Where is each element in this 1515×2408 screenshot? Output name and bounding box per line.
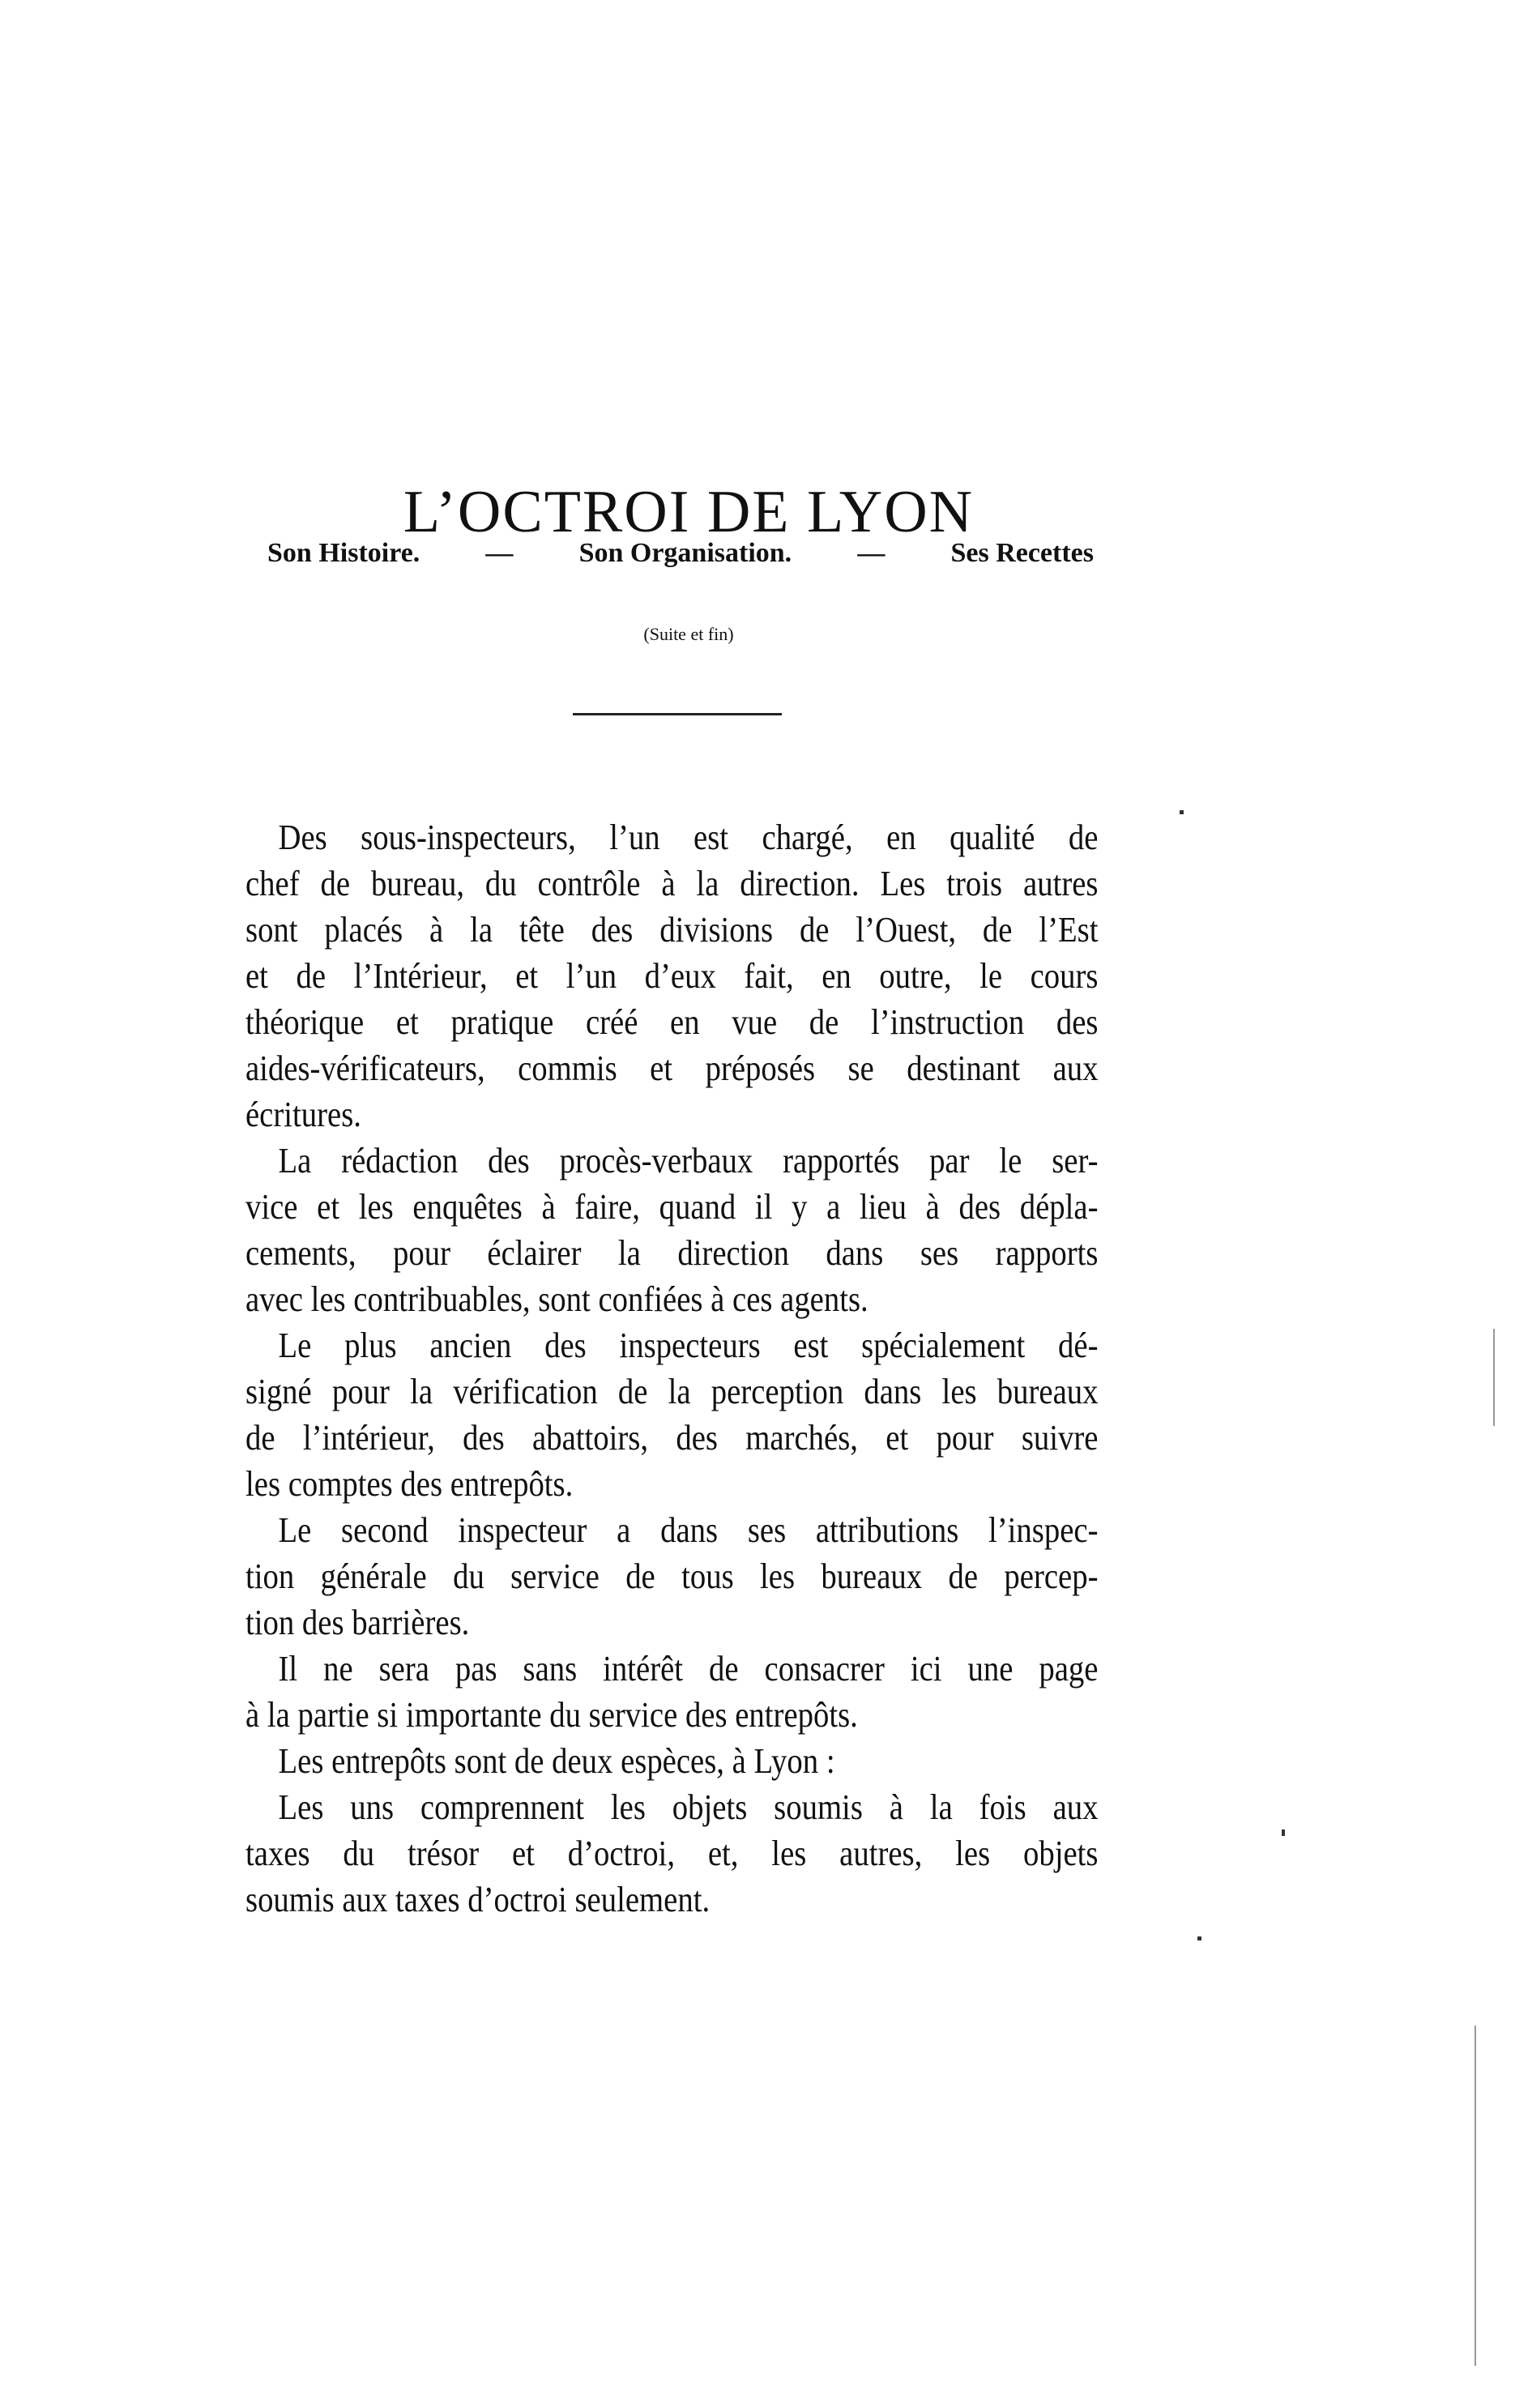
text-line [245,1138,1098,1184]
subtitle-part: Son Organisation. [578,538,792,568]
text-line [245,1368,1098,1415]
text-line [245,860,1098,907]
text-line-content: écritures. [245,1095,361,1134]
text-line-content: aides-vérificateurs, commis et préposés se destinant aux [245,1048,1099,1088]
text-line [245,1692,1098,1738]
text-line-content: Le plus ancien des inspecteurs est spécialement dé- [278,1326,1099,1365]
text-line-content: vice et les enquêtes à faire, quand il y a lieu à des dépla- [245,1187,1099,1227]
text-line-content: Le second inspecteur a dans ses attributions l’inspec- [278,1510,1099,1550]
text-line [245,1646,1098,1692]
text-line [245,1507,1098,1553]
text-line-content: Les entrepôts sont de deux espèces, à Lyon : [278,1741,835,1781]
text-line-content: et de l’Intérieur, et l’un d’eux fait, en outre, le cours [245,956,1099,996]
text-line [245,953,1098,999]
subtitle-dash: — [857,538,886,568]
text-line [245,1230,1098,1276]
divider-rule [573,713,782,715]
text-line [245,1599,1098,1646]
page-title: L’OCTROI DE LYON [403,478,975,545]
scan-speck [1282,1829,1285,1836]
text-line-content: soumis aux taxes d’octroi seulement. [245,1880,711,1919]
text-line [245,999,1098,1045]
text-line [245,1184,1098,1230]
text-line [245,1276,1098,1322]
text-line [245,1415,1098,1461]
text-line [245,1738,1098,1784]
text-line [245,1091,1098,1138]
text-line [245,814,1098,860]
scan-edge-mark [1474,2026,1476,2366]
text-line-content: chef de bureau, du contrôle à la direction. Les trois autres [245,864,1099,903]
text-line [245,1784,1098,1830]
text-line-content: sont placés à la tête des divisions de l’Ouest, de l’Est [245,910,1099,950]
subtitle-part: Ses Recettes [950,538,1094,568]
continuation-note: (Suite et fin) [643,624,734,644]
text-line-content: Il ne sera pas sans intérêt de consacrer ici une page [278,1649,1099,1689]
text-line [245,1045,1098,1091]
text-line-content: tion générale du service de tous les bureaux de percep- [245,1556,1099,1596]
text-line [245,1553,1098,1599]
text-line-content: cements, pour éclairer la direction dans ses rapports [245,1233,1099,1273]
scan-edge-mark [1493,1329,1495,1426]
text-line [245,1830,1098,1876]
text-line-content: de l’intérieur, des abattoirs, des marchés, et pour suivre [245,1418,1099,1458]
text-line-content: tion des barrières. [245,1603,470,1642]
text-line-content: signé pour la vérification de la perception dans les bureaux [245,1372,1099,1411]
body-text [245,814,1098,1923]
subtitle [267,538,1094,569]
scan-speck [1197,1936,1201,1940]
subtitle-dash: — [485,538,514,568]
text-line-content: Des sous-inspecteurs, l’un est chargé, en qualité de [278,818,1099,857]
text-line-content: théorique et pratique créé en vue de l’instruction des [245,1002,1099,1042]
text-line-content: à la partie si importante du service des entrepôts. [245,1695,858,1735]
scan-speck [1180,810,1184,814]
text-line-content: les comptes des entrepôts. [245,1464,574,1504]
subtitle-part: Son Histoire. [267,538,420,568]
text-line-content: avec les contribuables, sont confiées à ces agents. [245,1279,868,1319]
text-line [245,1461,1098,1507]
text-line [245,1876,1098,1923]
text-line [245,1322,1098,1368]
text-line-content: La rédaction des procès-verbaux rapportés par le ser- [278,1141,1099,1181]
text-line-content: taxes du trésor et d’octroi, et, les autres, les objets [245,1834,1099,1873]
text-line [245,907,1098,953]
text-line-content: Les uns comprennent les objets soumis à la fois aux [278,1787,1099,1827]
